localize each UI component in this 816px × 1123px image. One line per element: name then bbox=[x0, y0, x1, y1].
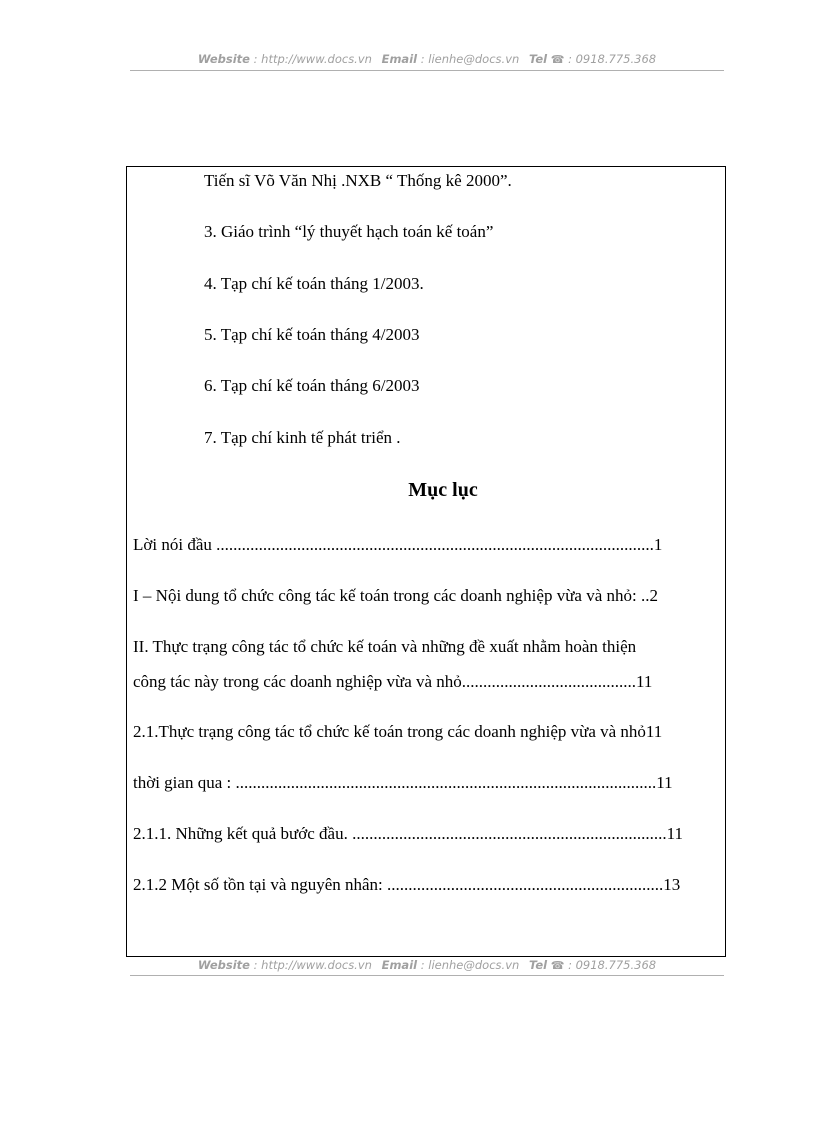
header-tel-value: : 0918.775.368 bbox=[568, 52, 657, 66]
header-email-label: Email bbox=[381, 52, 418, 66]
header-rule bbox=[130, 70, 724, 71]
footer-website-label: Website bbox=[197, 958, 250, 972]
toc-entry: 2.1.2 Một số tồn tại và nguyên nhân: .................................................................13 bbox=[133, 875, 681, 894]
footer-rule bbox=[130, 975, 724, 976]
toc-entry: thời gian qua : ...................................................................................................11 bbox=[133, 773, 673, 792]
header-tel-label: Tel bbox=[528, 52, 548, 66]
toc-entry: I – Nội dung tổ chức công tác kế toán trong các doanh nghiệp vừa và nhỏ: ..2 bbox=[133, 586, 658, 605]
header-email-value: : lienhe@docs.vn bbox=[420, 52, 520, 66]
toc-entry: II. Thực trạng công tác tổ chức kế toán và những đề xuất nhằm hoàn thiện bbox=[133, 637, 637, 656]
toc-title: Mục lục bbox=[408, 479, 478, 501]
phone-icon: ☎ bbox=[550, 959, 565, 972]
reference-item: 5. Tạp chí kế toán tháng 4/2003 bbox=[204, 325, 420, 344]
toc-entry: 2.1.Thực trạng công tác tổ chức kế toán trong các doanh nghiệp vừa và nhỏ11 bbox=[133, 722, 663, 741]
reference-item: 7. Tạp chí kinh tế phát triển . bbox=[204, 428, 401, 447]
footer-tel-value: : 0918.775.368 bbox=[568, 958, 657, 972]
page-header bbox=[130, 52, 724, 66]
toc-entry: 2.1.1. Những kết quả bước đầu. ..........................................................................11 bbox=[133, 824, 683, 843]
reference-item: 6. Tạp chí kế toán tháng 6/2003 bbox=[204, 376, 420, 395]
reference-line: Tiến sĩ Võ Văn Nhị .NXB “ Thống kê 2000”. bbox=[204, 171, 512, 190]
footer-website-value: : http://www.docs.vn bbox=[253, 958, 372, 972]
toc-entry: công tác này trong các doanh nghiệp vừa và nhỏ.........................................11 bbox=[133, 672, 653, 691]
footer-tel-label: Tel bbox=[528, 958, 548, 972]
header-website-value: : http://www.docs.vn bbox=[253, 52, 372, 66]
footer-email-value: : lienhe@docs.vn bbox=[420, 958, 520, 972]
header-website-label: Website bbox=[197, 52, 250, 66]
reference-item: 4. Tạp chí kế toán tháng 1/2003. bbox=[204, 274, 424, 293]
phone-icon: ☎ bbox=[550, 53, 565, 66]
toc-entry: Lời nói đầu .......................................................................................................1 bbox=[133, 535, 663, 554]
reference-item: 3. Giáo trình “lý thuyết hạch toán kế toán” bbox=[204, 222, 494, 241]
footer-email-label: Email bbox=[381, 958, 418, 972]
page-footer bbox=[130, 958, 724, 972]
